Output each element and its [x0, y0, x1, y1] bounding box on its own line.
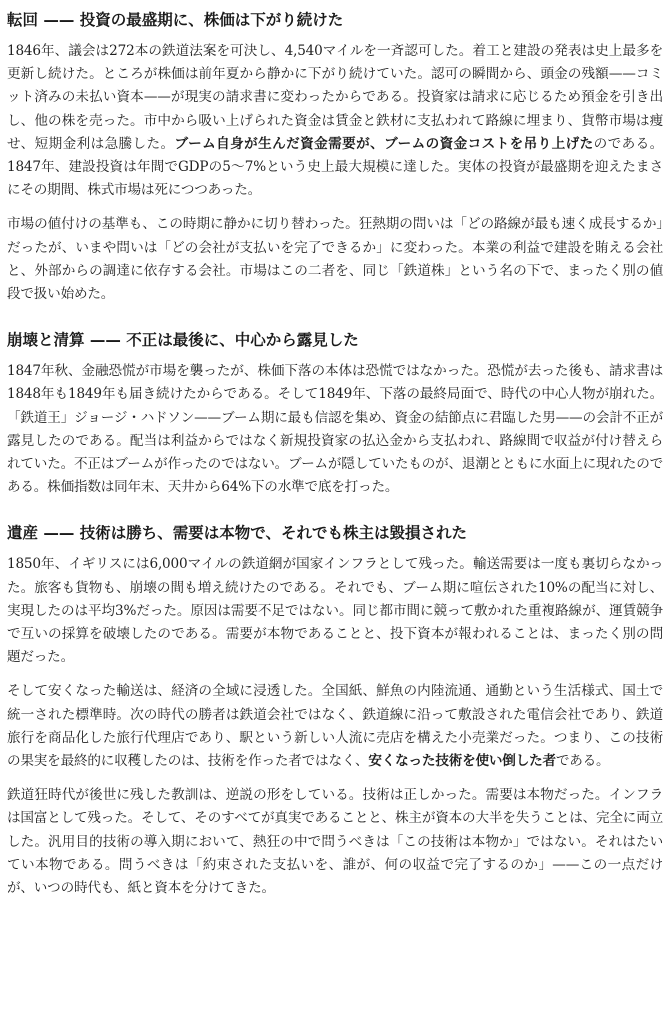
emphasis-text: 安くなった技術を使い倒した者: [368, 753, 556, 770]
section-heading: 崩壊と清算 —— 不正は最後に、中心から露見した: [7, 331, 359, 350]
paragraph-text: 1846年、議会は272本の鉄道法案を可決し、4,540マイルを一斉認可した。着工と建設の発表は史上最多を更新し続けた。ところが株価は前年夏から静かに下がり続けていた。認可の瞬間から、頭金の残額——コミット済みの未払い資本——が現実の請求書に変わったからである。投資家は請求に応じるため預金を引き出し、他の株を売った。市中から吸い上げられた資金は賃金と鉄材に支払われて路線に埋まり、貨幣市場は痩せ、短期金利は急騰した。: [7, 43, 663, 152]
section-collapse: [7, 328, 663, 499]
paragraph: [7, 213, 663, 306]
section-heading: 遺産 —— 技術は勝ち、需要は本物で、それでも株主は毀損された: [7, 524, 467, 543]
paragraph-text: のである。1847年、建設投資は年間でGDPの5〜7%という史上最大規模に達した。実体の投資が最盛期を迎えたまさにその期間、株式市場は死につつあった。: [7, 135, 663, 199]
paragraph: [7, 40, 663, 202]
paragraph-text: である。: [555, 753, 610, 770]
paragraph-text: 市場の値付けの基準も、この時期に静かに切り替わった。狂熱期の問いは「どの路線が最も速く成長するか」だったが、いまや問いは「どの会社が支払いを完了できるか」に変わった。本業の利益で建設を賄える会社と、外部からの調達に依存する会社。市場はこの二者を、同じ「鉄道株」という名の下で、まったく別の値段で扱い始めた。: [7, 216, 663, 303]
paragraph: [7, 553, 663, 669]
paragraph: [7, 784, 663, 900]
paragraph-text: 鉄道狂時代が後世に残した教訓は、逆説の形をしている。技術は正しかった。需要は本物だった。インフラは国富として残った。そして、そのすべてが真実であることと、株主が資本の大半を失うことは、完全に両立した。汎用目的技術の導入期において、熱狂の中で問うべきは「この技術は本物か」ではない。それはたいてい本物である。問うべきは「約束された支払いを、誰が、何の収益で完了するのか」——この一点だけが、いつの時代も、紙と資本を分けてきた。: [7, 787, 663, 897]
paragraph: [7, 680, 663, 773]
paragraph-text: そして安くなった輸送は、経済の全域に浸透した。全国紙、鮮魚の内陸流通、通勤という生活様式、国土で統一された標準時。次の時代の勝者は鉄道会社ではなく、鉄道線に沿って敷設された電信会社であり、鉄道旅行を商品化した旅行代理店であり、駅という新しい人流に売店を構えた小売業だった。つまり、この技術の果実を最終的に収穫したのは、技術を作った者ではなく、: [7, 683, 663, 770]
section-heading: 転回 —— 投資の最盛期に、株価は下がり続けた: [7, 11, 344, 29]
section-turning-point: [7, 8, 663, 306]
paragraph: [7, 360, 663, 499]
paragraph-text: 1850年、イギリスには6,000マイルの鉄道網が国家インフラとして残った。輸送需要は一度も裏切らなかった。旅客も貨物も、崩壊の間も増え続けたのである。それでも、ブーム期に喧伝された10%の配当に対し、実現したのは平均3%だった。原因は需要不足ではない。同じ都市間に競って敷かれた重複路線が、運賃競争で互いの採算を破壊したのである。需要が本物であることと、投下資本が報われることは、まったく別の問題だった。: [7, 556, 663, 666]
paragraph-text: 1847年秋、金融恐慌が市場を襲ったが、株価下落の本体は恐慌ではなかった。恐慌が去った後も、請求書は1848年も1849年も届き続けたからである。そして1849年、下落の最終局面で、時代の中心人物が崩れた。「鉄道王」ジョージ・ハドソン——ブーム期に最も信認を集め、資金の結節点に君臨した男——の会計不正が露見したのである。配当は利益からではなく新規投資家の払込金から支払われ、路線間で収益が付け替えられていた。不正はブームが作ったのではない。ブームが隠していたものが、退潮とともに水面上に現れたのである。株価指数は同年末、天井から64%下の水準で底を打った。: [7, 363, 663, 496]
section-legacy: [7, 521, 663, 900]
emphasis-text: ブーム自身が生んだ資金需要が、ブームの資金コストを吊り上げた: [174, 135, 594, 152]
